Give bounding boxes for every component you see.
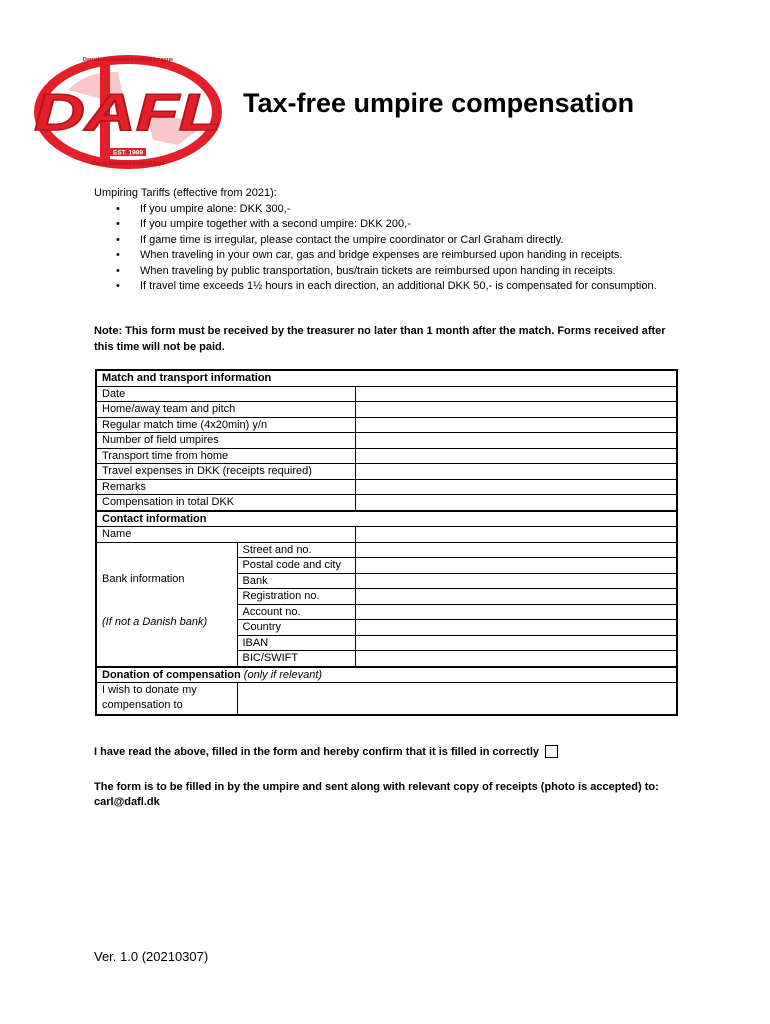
match-time-field[interactable] bbox=[355, 417, 677, 433]
page-title: Tax-free umpire compensation bbox=[243, 88, 635, 118]
dafl-logo bbox=[28, 50, 228, 175]
table-row bbox=[96, 542, 677, 558]
bank-label: Bank bbox=[237, 573, 355, 589]
travel-expenses-field[interactable] bbox=[355, 464, 677, 480]
remarks-field[interactable] bbox=[355, 479, 677, 495]
transport-time-label: Transport time from home bbox=[96, 448, 355, 464]
donation-label bbox=[96, 683, 237, 716]
donation-section-title: Donation of compensation bbox=[102, 668, 241, 681]
compensation-form-table bbox=[95, 369, 678, 716]
account-label: Account no. bbox=[237, 604, 355, 620]
table-row bbox=[96, 464, 677, 480]
country-field[interactable] bbox=[355, 620, 677, 636]
version-label: Ver. 1.0 (20210307) bbox=[94, 949, 209, 964]
transport-time-field[interactable] bbox=[355, 448, 677, 464]
match-time-label: Regular match time (4x20min) y/n bbox=[96, 417, 355, 433]
table-row bbox=[96, 527, 677, 543]
travel-expenses-label: Travel expenses in DKK (receipts required) bbox=[96, 464, 355, 480]
field-umpires-field[interactable] bbox=[355, 433, 677, 449]
submission-email: carl@dafl.dk bbox=[94, 796, 160, 808]
list-item: • If travel time exceeds 1½ hours in each direction, an additional DKK 50,- is compensated for consumption. bbox=[94, 279, 680, 295]
confirmation-statement bbox=[94, 745, 558, 758]
logo-top-text: Danish Australian Football League bbox=[82, 57, 174, 63]
iban-label: IBAN bbox=[237, 635, 355, 651]
table-row bbox=[96, 683, 677, 716]
tariffs-section bbox=[94, 186, 680, 295]
table-row bbox=[96, 433, 677, 449]
name-label: Name bbox=[96, 527, 355, 543]
compensation-total-label: Compensation in total DKK bbox=[96, 495, 355, 511]
logo-est-text: EST. 1989 bbox=[113, 149, 143, 157]
table-row bbox=[96, 495, 677, 511]
street-label: Street and no. bbox=[237, 542, 355, 558]
bank-info-cell bbox=[96, 542, 237, 667]
date-field[interactable] bbox=[355, 386, 677, 402]
table-row bbox=[96, 417, 677, 433]
donation-section-header bbox=[96, 667, 677, 683]
team-pitch-field[interactable] bbox=[355, 402, 677, 418]
donation-label-line-1: I wish to donate my bbox=[102, 684, 197, 696]
name-field[interactable] bbox=[355, 527, 677, 543]
logo-bottom-text: Dansk Australsk Fodbold Liga bbox=[92, 161, 164, 167]
table-row bbox=[96, 448, 677, 464]
remarks-label: Remarks bbox=[96, 479, 355, 495]
submission-text: The form is to be filled in by the umpire and sent along with relevant copy of receipts (photo is accepted) to: bbox=[94, 781, 659, 793]
bic-swift-label: BIC/SWIFT bbox=[237, 651, 355, 667]
donation-section-note: (only if relevant) bbox=[243, 668, 323, 681]
list-item: • When traveling by public transportation, bus/train tickets are reimbursed upon handing in receipts. bbox=[94, 264, 680, 280]
iban-field[interactable] bbox=[355, 635, 677, 651]
field-umpires-label: Number of field umpires bbox=[96, 433, 355, 449]
registration-label: Registration no. bbox=[237, 589, 355, 605]
bank-field[interactable] bbox=[355, 573, 677, 589]
match-section-header: Match and transport information bbox=[96, 370, 677, 386]
bic-swift-field[interactable] bbox=[355, 651, 677, 667]
account-field[interactable] bbox=[355, 604, 677, 620]
registration-field[interactable] bbox=[355, 589, 677, 605]
submission-instructions bbox=[94, 780, 694, 810]
tariffs-heading: Umpiring Tariffs (effective from 2021): bbox=[94, 187, 277, 199]
logo-main-text: DAFL bbox=[34, 84, 222, 142]
postal-city-label: Postal code and city bbox=[237, 558, 355, 574]
confirm-checkbox[interactable] bbox=[545, 745, 558, 758]
street-field[interactable] bbox=[355, 542, 677, 558]
list-item: • If you umpire alone: DKK 300,- bbox=[94, 202, 680, 218]
table-row bbox=[96, 479, 677, 495]
table-row bbox=[96, 402, 677, 418]
contact-section-header: Contact information bbox=[96, 511, 677, 527]
date-label: Date bbox=[96, 386, 355, 402]
list-item: • If you umpire together with a second umpire: DKK 200,- bbox=[94, 217, 680, 233]
deadline-note: Note: This form must be received by the treasurer no later than 1 month after the match. Forms received after this time will not be paid. bbox=[94, 325, 666, 353]
list-item: • If game time is irregular, please contact the umpire coordinator or Carl Graham directly. bbox=[94, 233, 680, 249]
postal-city-field[interactable] bbox=[355, 558, 677, 574]
compensation-total-field[interactable] bbox=[355, 495, 677, 511]
table-row bbox=[96, 386, 677, 402]
team-pitch-label: Home/away team and pitch bbox=[96, 402, 355, 418]
confirmation-text: I have read the above, filled in the form and hereby confirm that it is filled in correctly bbox=[94, 745, 539, 758]
country-label: Country bbox=[237, 620, 355, 636]
bank-info-label: Bank information bbox=[102, 572, 185, 585]
tariffs-list bbox=[94, 202, 680, 295]
list-item: • When traveling in your own car, gas and bridge expenses are reimbursed upon handing in receipts. bbox=[94, 248, 680, 264]
donation-label-line-2: compensation to bbox=[102, 699, 183, 711]
donation-field[interactable] bbox=[237, 683, 677, 716]
bank-note: (If not a Danish bank) bbox=[102, 616, 208, 628]
